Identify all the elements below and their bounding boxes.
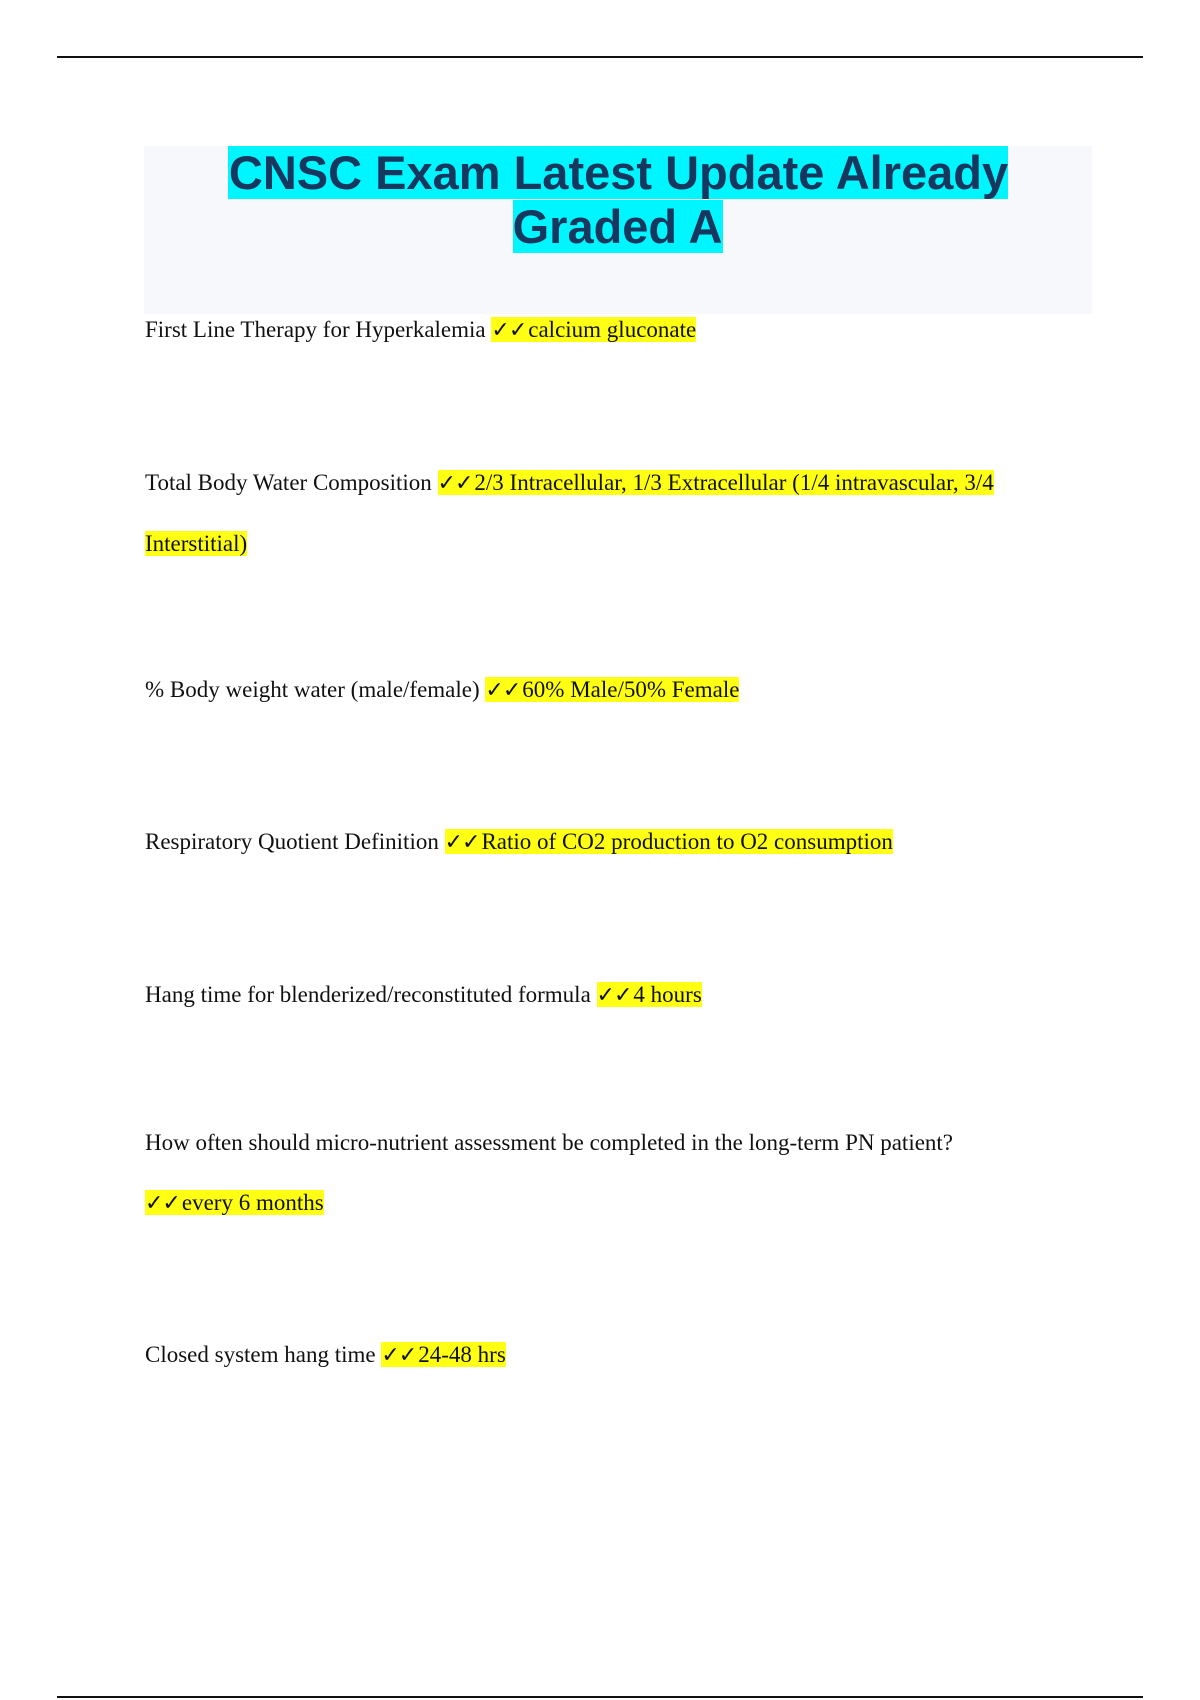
- answer-text: every 6 months: [181, 1190, 324, 1215]
- question-text: Total Body Water Composition: [145, 470, 438, 495]
- question-text: Respiratory Quotient Definition: [145, 829, 445, 854]
- answer-text: 4 hours: [633, 982, 702, 1007]
- qa-item-3: [145, 660, 1105, 721]
- answer-highlight: [381, 1342, 505, 1367]
- answer-highlight-continued: Interstitial): [145, 531, 248, 556]
- answer-text: Ratio of CO2 production to O2 consumption: [481, 829, 893, 854]
- qa-item-1: [145, 300, 1105, 361]
- answer-highlight: [445, 829, 893, 854]
- qa-item-7: [145, 1325, 1105, 1386]
- title-highlight: CNSC Exam Latest Update Already Graded A: [228, 146, 1009, 253]
- document-title: [144, 146, 1092, 254]
- answer-highlight: [145, 1190, 324, 1215]
- question-text: Hang time for blenderized/reconstituted formula: [145, 982, 597, 1007]
- qa-item-6: [145, 1113, 1105, 1234]
- question-text: How often should micro-nutrient assessment be completed in the long-term PN patient?: [145, 1130, 954, 1155]
- answer-text: 2/3 Intracellular, 1/3 Extracellular (1/4 intravascular, 3/4: [474, 470, 994, 495]
- qa-item-4: [145, 812, 1105, 873]
- checkmark-icon: ✓✓: [145, 1191, 180, 1216]
- checkmark-icon: ✓✓: [381, 1343, 417, 1368]
- qa-item-2: [145, 453, 1105, 574]
- answer-highlight: [491, 317, 696, 342]
- title-banner: [144, 146, 1092, 314]
- top-rule: [57, 56, 1143, 58]
- question-text: % Body weight water (male/female): [145, 677, 486, 702]
- checkmark-icon: ✓✓: [491, 318, 527, 343]
- answer-text: 60% Male/50% Female: [522, 677, 740, 702]
- answer-highlight: [485, 677, 739, 702]
- answer-text: calcium gluconate: [528, 317, 697, 342]
- question-text: Closed system hang time: [145, 1342, 382, 1367]
- bottom-rule: [57, 1696, 1143, 1698]
- checkmark-icon: ✓✓: [444, 830, 480, 855]
- answer-text: 24-48 hrs: [418, 1342, 506, 1367]
- question-text: First Line Therapy for Hyperkalemia: [145, 317, 492, 342]
- checkmark-icon: ✓✓: [437, 471, 473, 496]
- answer-highlight: [597, 982, 702, 1007]
- answer-highlight: [438, 470, 994, 495]
- checkmark-icon: ✓✓: [596, 983, 632, 1008]
- checkmark-icon: ✓✓: [485, 678, 521, 703]
- qa-item-5: [145, 965, 1105, 1026]
